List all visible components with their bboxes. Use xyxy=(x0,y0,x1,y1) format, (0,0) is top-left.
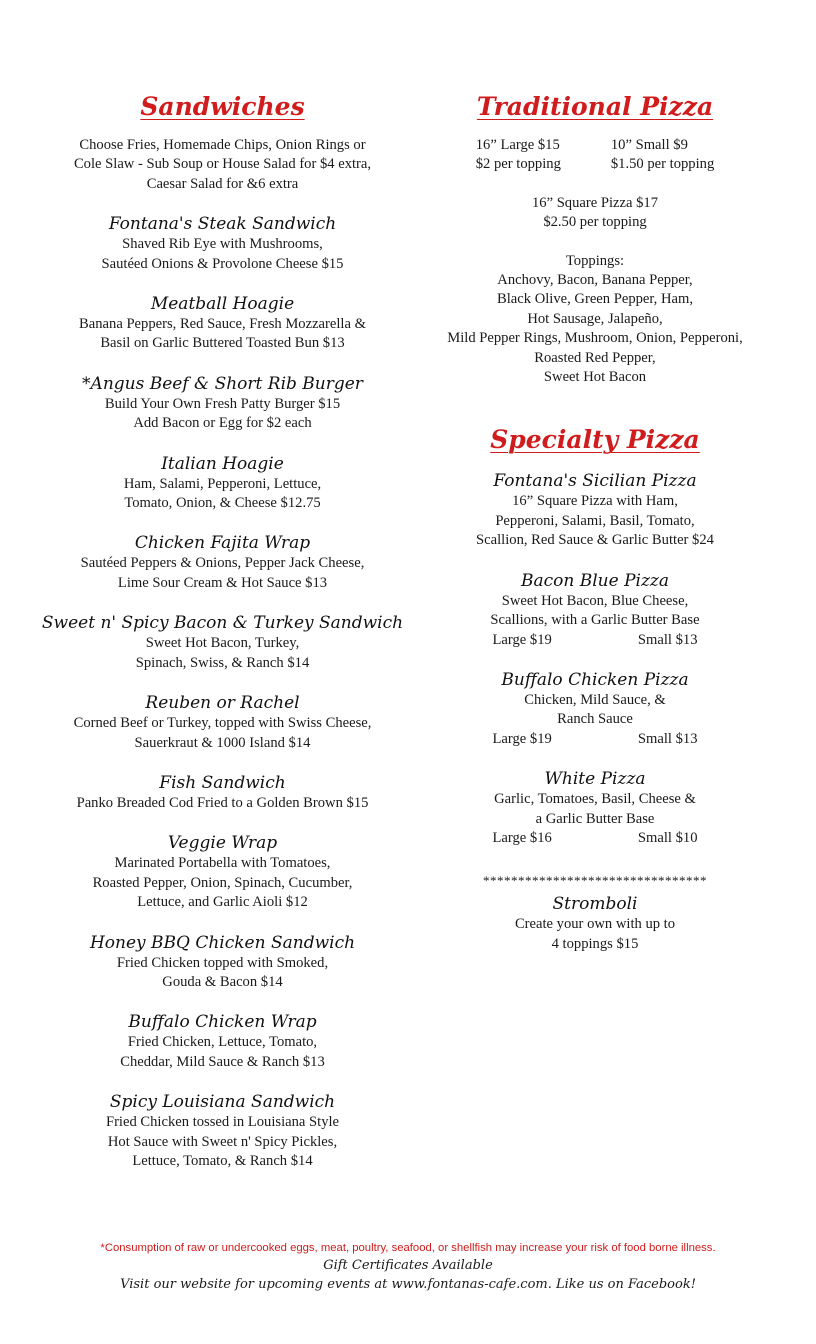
toppings-line: Toppings: xyxy=(565,252,625,269)
large-price: Large $16 xyxy=(492,829,552,846)
menu-item-name: *Angus Beef & Short Rib Burger xyxy=(82,373,363,394)
specialty-list xyxy=(420,471,770,848)
menu-item-name: Honey BBQ Chicken Sandwich xyxy=(89,932,356,953)
sandwiches-intro xyxy=(40,136,405,194)
gift-certificates-text: Gift Certificates Available xyxy=(323,1258,493,1273)
stromboli-name: Stromboli xyxy=(552,894,638,915)
menu-item-description: Basil on Garlic Buttered Toasted Bun $13 xyxy=(100,335,345,352)
menu-item-description: Add Bacon or Egg for $2 each xyxy=(133,415,312,432)
menu-item xyxy=(40,454,405,514)
menu-item-name: Chicken Fajita Wrap xyxy=(134,533,311,554)
stromboli-item xyxy=(420,894,770,954)
small-topping-text: $1.50 per topping xyxy=(610,156,715,173)
menu-item-name: Reuben or Rachel xyxy=(145,693,300,714)
pizza-sizes xyxy=(420,136,770,175)
menu-item-name: Italian Hoagie xyxy=(161,453,284,474)
menu-item-description: Gouda & Bacon $14 xyxy=(162,973,283,990)
menu-item xyxy=(40,1012,405,1072)
menu-item-name: Veggie Wrap xyxy=(167,833,278,854)
toppings-line: Hot Sausage, Jalapeño, xyxy=(527,310,663,327)
menu-item-name: Spicy Louisiana Sandwich xyxy=(109,1092,336,1113)
menu-item-description: Panko Breaded Cod Fried to a Golden Brown $15 xyxy=(76,794,369,811)
menu-item-description: Spinach, Swiss, & Ranch $14 xyxy=(135,654,310,671)
menu-item-description: Build Your Own Fresh Patty Burger $15 xyxy=(104,395,341,412)
menu-item-description: Sautéed Peppers & Onions, Pepper Jack Cheese, xyxy=(80,555,365,572)
menu-item-name: Fish Sandwich xyxy=(159,772,286,793)
menu-item-description: 16” Square Pizza with Ham, xyxy=(512,493,678,510)
large-price: Large $19 xyxy=(492,631,552,648)
menu-item xyxy=(40,933,405,993)
intro-line: Cole Slaw - Sub Soup or House Salad for $4 extra, xyxy=(73,156,372,173)
small-price-text: 10” Small $9 xyxy=(610,137,688,153)
toppings-line: Roasted Red Pepper, xyxy=(534,349,656,366)
food-safety-disclaimer: *Consumption of raw or undercooked eggs, meat, poultry, seafood, or shellfish may increase your risk of food borne illness. xyxy=(100,1242,716,1254)
menu-item-description: Sweet Hot Bacon, Turkey, xyxy=(145,635,300,652)
menu-item-description: Fried Chicken topped with Smoked, xyxy=(116,954,329,971)
menu-item-name: Meatball Hoagie xyxy=(150,294,295,315)
size-prices xyxy=(493,730,698,749)
menu-item-description: Chicken, Mild Sauce, & xyxy=(524,691,666,708)
menu-item-description: Fried Chicken tossed in Louisiana Style xyxy=(105,1114,340,1131)
menu-item-description: Pepperoni, Salami, Basil, Tomato, xyxy=(495,512,695,529)
menu-item-description: Sautéed Onions & Provolone Cheese $15 xyxy=(101,255,344,272)
section-divider: ******************************** xyxy=(483,873,707,889)
square-topping-text: $2.50 per topping xyxy=(543,214,647,231)
menu-item xyxy=(40,773,405,813)
square-pizza xyxy=(420,194,770,233)
toppings-line: Anchovy, Bacon, Banana Pepper, xyxy=(497,272,693,289)
menu-item xyxy=(420,769,770,848)
toppings-line: Sweet Hot Bacon xyxy=(543,369,647,386)
traditional-pizza-title: Traditional Pizza xyxy=(476,92,714,121)
menu-item-description: Ham, Salami, Pepperoni, Lettuce, xyxy=(123,475,322,492)
menu-item xyxy=(40,693,405,753)
menu-item-description: Shaved Rib Eye with Mushrooms, xyxy=(122,236,323,253)
large-price-text: 16” Large $15 xyxy=(475,137,560,153)
menu-item xyxy=(40,214,405,274)
menu-item-description: Banana Peppers, Red Sauce, Fresh Mozzarella & xyxy=(79,316,366,333)
small-price: Small $13 xyxy=(637,631,698,648)
intro-line: Caesar Salad for &6 extra xyxy=(146,175,299,192)
stromboli-line: 4 toppings $15 xyxy=(551,935,639,952)
menu-item-description: Lettuce, Tomato, & Ranch $14 xyxy=(132,1152,313,1169)
menu-item-description: Ranch Sauce xyxy=(557,711,633,728)
toppings-list xyxy=(420,252,770,388)
menu-item xyxy=(420,670,770,749)
intro-line: Choose Fries, Homemade Chips, Onion Rings or xyxy=(79,137,366,153)
toppings-line: Mild Pepper Rings, Mushroom, Onion, Pepperoni, xyxy=(447,330,743,347)
menu-item xyxy=(40,613,405,673)
menu-item xyxy=(40,833,405,912)
small-pizza-price xyxy=(611,136,714,175)
toppings-line: Black Olive, Green Pepper, Ham, xyxy=(497,291,693,308)
menu-item-name: Fontana's Steak Sandwich xyxy=(108,214,337,235)
stromboli-line: Create your own with up to xyxy=(514,916,676,933)
menu-item-description: Marinated Portabella with Tomatoes, xyxy=(114,855,331,872)
menu-item-name: White Pizza xyxy=(544,769,646,790)
menu-item xyxy=(40,294,405,354)
menu-item-description: Lettuce, and Garlic Aioli $12 xyxy=(137,894,308,911)
menu-item-description: Cheddar, Mild Sauce & Ranch $13 xyxy=(120,1053,325,1070)
menu-item xyxy=(420,471,770,550)
menu-item-description: Fried Chicken, Lettuce, Tomato, xyxy=(127,1034,318,1051)
menu-item-description: Sauerkraut & 1000 Island $14 xyxy=(134,734,311,751)
menu-item-name: Sweet n' Spicy Bacon & Turkey Sandwich xyxy=(41,613,404,634)
sandwiches-column xyxy=(40,90,405,1171)
menu-item-description: a Garlic Butter Base xyxy=(535,810,655,827)
menu-item-description: Corned Beef or Turkey, topped with Swiss Cheese, xyxy=(73,715,372,732)
menu-item xyxy=(40,374,405,434)
menu-item-description: Scallions, with a Garlic Butter Base xyxy=(490,612,700,629)
footer xyxy=(0,1240,816,1294)
small-price: Small $13 xyxy=(637,730,698,747)
website-text: Visit our website for upcoming events at www.fontanas-cafe.com. Like us on Facebook! xyxy=(120,1277,696,1292)
specialty-pizza-title: Specialty Pizza xyxy=(490,425,700,455)
size-prices xyxy=(493,631,698,650)
menu-item-description: Roasted Pepper, Onion, Spinach, Cucumber, xyxy=(92,874,353,891)
menu-item xyxy=(40,1092,405,1171)
menu-item xyxy=(420,571,770,650)
menu-item-description: Sweet Hot Bacon, Blue Cheese, xyxy=(501,592,689,609)
menu-item-name: Buffalo Chicken Wrap xyxy=(128,1012,317,1033)
menu-item-description: Tomato, Onion, & Cheese $12.75 xyxy=(124,495,321,512)
menu-item-description: Scallion, Red Sauce & Garlic Butter $24 xyxy=(476,532,714,549)
menu-item-description: Garlic, Tomatoes, Basil, Cheese & xyxy=(494,791,696,808)
small-price: Small $10 xyxy=(637,829,698,846)
sandwich-list xyxy=(40,214,405,1171)
menu-item-description: Hot Sauce with Sweet n' Spicy Pickles, xyxy=(107,1133,338,1150)
large-pizza-price xyxy=(476,136,561,175)
menu-item xyxy=(40,533,405,593)
menu-item-name: Fontana's Sicilian Pizza xyxy=(493,471,697,492)
large-price: Large $19 xyxy=(492,730,552,747)
large-topping-text: $2 per topping xyxy=(475,156,561,173)
menu-item-name: Buffalo Chicken Pizza xyxy=(501,669,689,690)
sandwiches-title: Sandwiches xyxy=(140,92,305,121)
size-prices xyxy=(493,829,698,848)
menu-item-description: Lime Sour Cream & Hot Sauce $13 xyxy=(117,574,328,591)
square-price-text: 16” Square Pizza $17 xyxy=(531,194,659,211)
pizza-column xyxy=(420,90,770,954)
menu-item-name: Bacon Blue Pizza xyxy=(520,570,669,591)
